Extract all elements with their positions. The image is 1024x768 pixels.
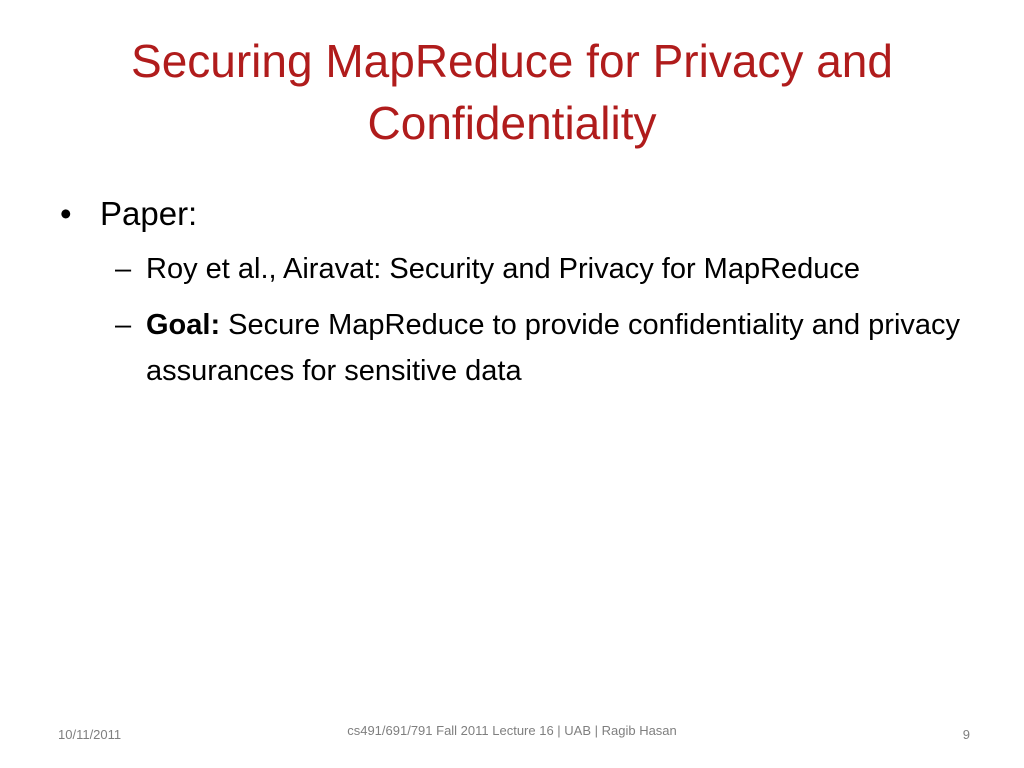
bullet-paper [60, 190, 980, 238]
slide-number: 9 [962, 727, 970, 742]
sub-bullet-goal [60, 302, 980, 394]
sub-bullet-text: Roy et al., Airavat: Security and Privacy for MapReduce [146, 253, 861, 285]
sub-bullet-reference [60, 246, 980, 292]
slide-title: Securing MapReduce for Privacy and Confidentiality [131, 35, 893, 149]
bullet-text: Paper: [100, 195, 198, 232]
slide-body [60, 190, 980, 404]
footer-date: 10/11/2011 [58, 727, 122, 742]
dash-marker: – [115, 253, 132, 285]
dash-marker: – [115, 309, 132, 341]
sub-bullet-text: Secure MapReduce to provide confidentiality and privacy assurances for sensitive data [146, 309, 961, 387]
footer-course-info: cs491/691/791 Fall 2011 Lecture 16 | UAB | Ragib Hasan [347, 723, 677, 738]
bullet-marker: • [60, 195, 72, 232]
goal-label: Goal: [146, 309, 221, 341]
